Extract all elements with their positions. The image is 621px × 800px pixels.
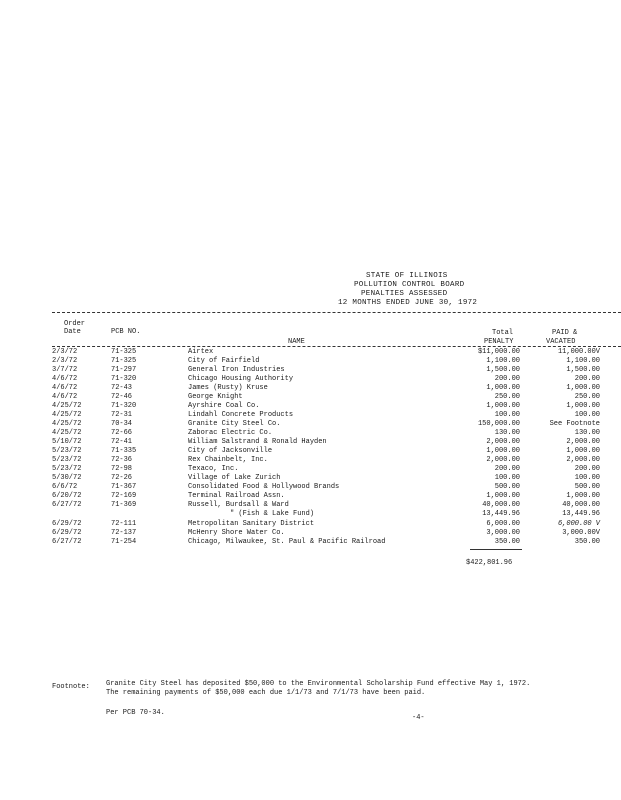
row-total: 1,000.00 bbox=[486, 492, 520, 500]
col-name: NAME bbox=[288, 338, 305, 346]
row-name: " (Fish & Lake Fund) bbox=[230, 510, 315, 518]
col-total-line1: Total bbox=[492, 329, 514, 337]
report-board-title: POLLUTION CONTROL BOARD bbox=[354, 281, 465, 289]
row-total: 40,000.00 bbox=[482, 501, 520, 509]
row-paid: 250.00 bbox=[574, 393, 600, 401]
row-paid: 6,000.00 V bbox=[557, 520, 600, 528]
row-name: City of Jacksonville bbox=[188, 447, 273, 455]
row-paid: 2,000.00 bbox=[566, 456, 600, 464]
row-paid: 130.00 bbox=[574, 429, 600, 437]
row-date: 5/30/72 bbox=[52, 474, 82, 482]
row-name: Airtex bbox=[188, 348, 214, 356]
row-date: 5/23/72 bbox=[52, 465, 82, 473]
row-paid: See Footnote bbox=[549, 420, 600, 428]
row-date: 6/20/72 bbox=[52, 492, 82, 500]
row-total: 1,500.00 bbox=[486, 366, 520, 374]
row-pcb: 72-31 bbox=[111, 411, 133, 419]
row-date: 4/25/72 bbox=[52, 429, 82, 437]
row-total: 130.00 bbox=[494, 429, 520, 437]
row-pcb: 72-66 bbox=[111, 429, 133, 437]
report-subject-title: PENALTIES ASSESSED bbox=[361, 290, 448, 298]
row-paid: 200.00 bbox=[574, 465, 600, 473]
row-date: 3/7/72 bbox=[52, 366, 78, 374]
row-pcb: 71-320 bbox=[111, 375, 137, 383]
table-row bbox=[0, 384, 621, 393]
table-row bbox=[0, 438, 621, 447]
header-top-rule bbox=[52, 312, 621, 313]
row-paid: 1,000.00 bbox=[566, 402, 600, 410]
row-total: 1,000.00 bbox=[486, 384, 520, 392]
row-date: 4/6/72 bbox=[52, 375, 78, 383]
row-name: Ayrshire Coal Co. bbox=[188, 402, 260, 410]
row-pcb: 71-325 bbox=[111, 348, 137, 356]
row-name: Chicago, Milwaukee, St. Paul & Pacific Railroad bbox=[188, 538, 386, 546]
row-paid: 100.00 bbox=[574, 411, 600, 419]
row-pcb: 72-26 bbox=[111, 474, 133, 482]
table-row bbox=[0, 456, 621, 465]
row-name: Metropolitan Sanitary District bbox=[188, 520, 315, 528]
row-total: 2,000.00 bbox=[486, 438, 520, 446]
row-total: 500.00 bbox=[494, 483, 520, 491]
row-date: 6/27/72 bbox=[52, 538, 82, 546]
row-pcb: 70-34 bbox=[111, 420, 133, 428]
row-paid: 200.00 bbox=[574, 375, 600, 383]
row-total: 100.00 bbox=[494, 411, 520, 419]
row-paid: 11,000.00V bbox=[557, 348, 600, 356]
header-bottom-rule bbox=[52, 346, 621, 347]
row-paid: 1,500.00 bbox=[566, 366, 600, 374]
row-paid: 350.00 bbox=[574, 538, 600, 546]
report-period-title: 12 MONTHS ENDED JUNE 30, 1972 bbox=[338, 299, 478, 307]
table-row bbox=[0, 510, 621, 519]
row-paid: 1,000.00 bbox=[566, 447, 600, 455]
row-name: City of Fairfield bbox=[188, 357, 260, 365]
table-row bbox=[0, 375, 621, 384]
row-total: 1,100.00 bbox=[486, 357, 520, 365]
row-total: 150,000.00 bbox=[477, 420, 520, 428]
row-paid: 1,100.00 bbox=[566, 357, 600, 365]
col-paid-line2: VACATED bbox=[546, 338, 576, 346]
row-total: 1,000.00 bbox=[486, 447, 520, 455]
row-pcb: 72-111 bbox=[111, 520, 137, 528]
row-paid: 1,000.00 bbox=[566, 492, 600, 500]
table-row bbox=[0, 492, 621, 501]
row-pcb: 71-254 bbox=[111, 538, 137, 546]
row-pcb: 71-297 bbox=[111, 366, 137, 374]
table-row bbox=[0, 501, 621, 510]
row-date: 5/10/72 bbox=[52, 438, 82, 446]
table-row bbox=[0, 402, 621, 411]
table-row bbox=[0, 483, 621, 492]
row-name: Texaco, Inc. bbox=[188, 465, 239, 473]
row-pcb: 72-169 bbox=[111, 492, 137, 500]
row-pcb: 72-41 bbox=[111, 438, 133, 446]
table-row bbox=[0, 429, 621, 438]
row-name: Terminal Railroad Assn. bbox=[188, 492, 285, 500]
row-date: 6/29/72 bbox=[52, 520, 82, 528]
footnote-line1: Granite City Steel has deposited $50,000 to the Environmental Scholarship Fund effective May 1, 1972. bbox=[106, 680, 531, 688]
table-row bbox=[0, 520, 621, 529]
row-date: 4/25/72 bbox=[52, 411, 82, 419]
row-name: Rex Chainbelt, Inc. bbox=[188, 456, 268, 464]
total-underline bbox=[470, 549, 522, 550]
row-paid: 100.00 bbox=[574, 474, 600, 482]
row-date: 6/29/72 bbox=[52, 529, 82, 537]
row-name: General Iron Industries bbox=[188, 366, 285, 374]
row-pcb: 71-335 bbox=[111, 447, 137, 455]
table-row bbox=[0, 393, 621, 402]
row-total: 6,000.00 bbox=[486, 520, 520, 528]
table-row bbox=[0, 538, 621, 547]
row-date: 6/27/72 bbox=[52, 501, 82, 509]
row-pcb: 71-325 bbox=[111, 357, 137, 365]
row-name: Russell, Burdsall & Ward bbox=[188, 501, 289, 509]
row-paid: 2,000.00 bbox=[566, 438, 600, 446]
row-total: $11,000.00 bbox=[477, 348, 520, 356]
table-row bbox=[0, 447, 621, 456]
row-name: Zaborac Electric Co. bbox=[188, 429, 273, 437]
table-row bbox=[0, 420, 621, 429]
table-row bbox=[0, 411, 621, 420]
row-name: Granite City Steel Co. bbox=[188, 420, 281, 428]
row-total: 1,000.00 bbox=[486, 402, 520, 410]
row-pcb: 72-137 bbox=[111, 529, 137, 537]
row-date: 5/23/72 bbox=[52, 456, 82, 464]
col-pcb-no: PCB NO. bbox=[111, 328, 141, 336]
row-total: 200.00 bbox=[494, 465, 520, 473]
row-name: William Salstrand & Ronald Hayden bbox=[188, 438, 327, 446]
row-date: 4/25/72 bbox=[52, 402, 82, 410]
row-name: McHenry Shore Water Co. bbox=[188, 529, 285, 537]
table-row bbox=[0, 366, 621, 375]
row-pcb: 72-46 bbox=[111, 393, 133, 401]
col-order-date-line1: Order bbox=[64, 320, 86, 328]
row-date: 4/6/72 bbox=[52, 384, 78, 392]
col-total-line2: PENALTY bbox=[484, 338, 514, 346]
table-row bbox=[0, 348, 621, 357]
row-name: Village of Lake Zurich bbox=[188, 474, 281, 482]
row-pcb: 72-43 bbox=[111, 384, 133, 392]
report-state-title: STATE OF ILLINOIS bbox=[366, 272, 448, 280]
row-paid: 40,000.00 bbox=[562, 501, 600, 509]
row-date: 2/3/72 bbox=[52, 348, 78, 356]
row-pcb: 72-98 bbox=[111, 465, 133, 473]
row-total: 100.00 bbox=[494, 474, 520, 482]
page-number: -4- bbox=[412, 714, 425, 722]
row-date: 2/3/72 bbox=[52, 357, 78, 365]
row-total: 250.00 bbox=[494, 393, 520, 401]
row-total: 3,000.00 bbox=[486, 529, 520, 537]
row-paid: 500.00 bbox=[574, 483, 600, 491]
row-date: 4/25/72 bbox=[52, 420, 82, 428]
footnote-line3: Per PCB 70-34. bbox=[106, 709, 165, 717]
row-date: 5/23/72 bbox=[52, 447, 82, 455]
table-row bbox=[0, 529, 621, 538]
row-name: Lindahl Concrete Products bbox=[188, 411, 294, 419]
row-name: Consolidated Food & Hollywood Brands bbox=[188, 483, 340, 491]
row-total: 13,449.96 bbox=[482, 510, 520, 518]
row-paid: 13,449.96 bbox=[562, 510, 600, 518]
row-pcb: 71-367 bbox=[111, 483, 137, 491]
footnote-line2: The remaining payments of $50,000 each due 1/1/73 and 7/1/73 have been paid. bbox=[106, 689, 426, 697]
row-pcb: 71-320 bbox=[111, 402, 137, 410]
row-pcb: 71-369 bbox=[111, 501, 137, 509]
row-total: 2,000.00 bbox=[486, 456, 520, 464]
row-paid: 1,000.00 bbox=[566, 384, 600, 392]
row-name: James (Rusty) Kruse bbox=[188, 384, 268, 392]
table-row bbox=[0, 474, 621, 483]
col-paid-line1: PAID & bbox=[552, 329, 578, 337]
row-total: 350.00 bbox=[494, 538, 520, 546]
row-date: 4/6/72 bbox=[52, 393, 78, 401]
table-row bbox=[0, 465, 621, 474]
row-paid: 3,000.00V bbox=[562, 529, 600, 537]
grand-total: $422,801.96 bbox=[466, 559, 513, 567]
row-name: Chicago Housing Authority bbox=[188, 375, 294, 383]
row-pcb: 72-36 bbox=[111, 456, 133, 464]
table-row bbox=[0, 357, 621, 366]
row-name: George Knight bbox=[188, 393, 243, 401]
row-date: 6/6/72 bbox=[52, 483, 78, 491]
row-total: 200.00 bbox=[494, 375, 520, 383]
footnote-label: Footnote: bbox=[52, 683, 90, 691]
col-order-date-line2: Date bbox=[64, 328, 81, 336]
